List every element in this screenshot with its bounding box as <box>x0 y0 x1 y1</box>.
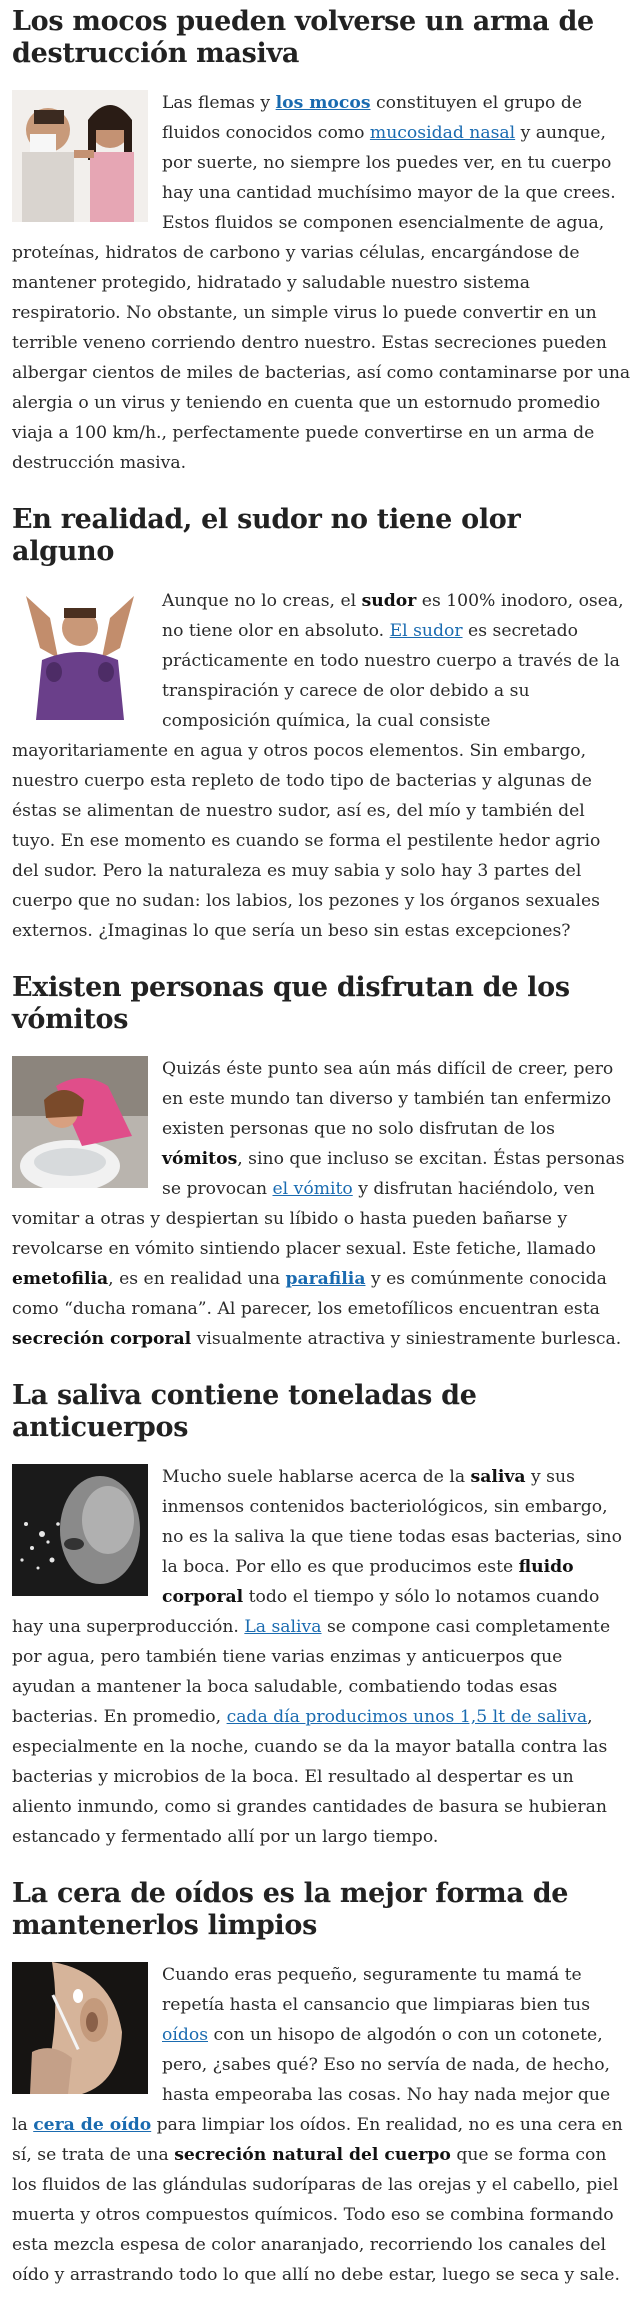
section-title: La cera de oídos es la mejor forma de mantenerlos limpios <box>12 1878 569 1941</box>
inline-link[interactable]: parafilia <box>285 1269 366 1289</box>
paragraph-text: que se forma con los fluidos de las glándulas sudoríparas de las orejas y el cabello, piel muerta y otros compuestos químicos. Todo eso se combina formando esta mezcla espesa de color anaranjado, recorriendo los canales del oído y arrastrando todo lo que allí no debe estar, luego se seca y sale. <box>12 2145 620 2285</box>
inline-link[interactable]: cada día producimos unos 1,5 lt de saliva <box>226 1707 588 1727</box>
paragraph-text: Quizás éste punto sea aún más difícil de creer, pero en este mundo tan diverso y también tan enfermizo existen personas que no solo disfrutan de los <box>162 1059 614 1139</box>
paragraph-text: , sino que incluso se excitan. Éstas personas se provocan <box>162 1149 625 1199</box>
section-title: En realidad, el sudor no tiene olor alguno <box>12 504 521 567</box>
inline-link[interactable]: El sudor <box>389 621 463 641</box>
inline-link[interactable]: los mocos <box>275 93 371 113</box>
section-cera <box>12 1878 631 2310</box>
woman-vomiting-photo <box>12 1056 148 1188</box>
paragraph-text: visualmente atractiva y siniestramente burlesca. <box>191 1329 622 1349</box>
article-body <box>0 6 643 2310</box>
paragraph-text: , es en realidad una <box>108 1269 286 1289</box>
paragraph-text: Aunque no lo creas, el <box>162 591 362 611</box>
section-title: La saliva contiene toneladas de anticuerpos <box>12 1380 477 1443</box>
bold-term: sudor <box>361 591 417 611</box>
inline-link[interactable]: cera de oído <box>33 2115 152 2135</box>
inline-link[interactable]: mucosidad nasal <box>369 123 516 143</box>
people-sneezing-photo <box>12 90 148 222</box>
paragraph-text: es secretado prácticamente en todo nuestro cuerpo a través de la transpiración y carece de olor debido a su composición química, la cual consiste mayoritariamente en agua y otros pocos elementos. Sin embargo, nuestro cuerpo esta repleto de todo tipo de bacterias y algunas de éstas se alimentan de nuestro sudor, así es, del mío y también del tuyo. En ese momento es cuando se forma el pestilente hedor agrio del sudor. Pero la naturaleza es muy sabia y solo hay 3 partes del cuerpo que no sudan: los labios, los pezones y los órganos sexuales externos. ¿Imaginas lo que sería un beso sin estas excepciones? <box>12 621 620 941</box>
sweaty-man-photo <box>12 588 148 720</box>
paragraph-text: se compone casi completamente por agua, pero también tiene varias enzimas y anticuerpos que ayudan a mantener la boca saludable, combatiendo todas esas bacterias. En promedio, <box>12 1617 611 1727</box>
inline-link[interactable]: La saliva <box>244 1617 322 1637</box>
paragraph-text: constituyen el grupo de fluidos conocidos como <box>162 93 583 143</box>
paragraph-text: es 100% inodoro, osea, no tiene olor en absoluto. <box>162 591 624 641</box>
paragraph-text: y disfrutan haciéndolo, ven vomitar a otras y despiertan su líbido o hasta pueden bañarse y revolcarse en vómito sintiendo placer sexual. Este fetiche, llamado <box>12 1179 597 1259</box>
bold-term: fluido corporal <box>162 1557 574 1607</box>
inline-link[interactable]: el vómito <box>272 1179 353 1199</box>
man-spitting-photo <box>12 1464 148 1596</box>
section-sudor <box>12 504 631 966</box>
inline-link[interactable]: oídos <box>162 2025 209 2045</box>
section-title: Existen personas que disfrutan de los vómitos <box>12 972 570 1035</box>
section-vomitos <box>12 972 631 1374</box>
paragraph-text: con un hisopo de algodón o con un cotonete, pero, ¿sabes qué? Eso no servía de nada, de hecho, hasta empeoraba las cosas. No hay nada mejor que la <box>12 2025 611 2135</box>
section-saliva <box>12 1380 631 1872</box>
cotton-swab-ear-photo <box>12 1962 148 2094</box>
paragraph-text: y sus inmensos contenidos bacteriológicos, sin embargo, no es la saliva la que tiene todas esas bacterias, sino la boca. Por ello es que producimos este <box>162 1467 622 1577</box>
paragraph-text: todo el tiempo y sólo lo notamos cuando hay una superproducción. <box>12 1587 600 1637</box>
paragraph-text: Cuando eras pequeño, seguramente tu mamá te repetía hasta el cansancio que limpiaras bien tus <box>162 1965 591 2015</box>
section-title: Los mocos pueden volverse un arma de destrucción masiva <box>12 6 594 69</box>
bold-term: vómitos <box>162 1149 238 1169</box>
bold-term: secreción natural del cuerpo <box>174 2145 451 2165</box>
paragraph-text: Mucho suele hablarse acerca de la <box>162 1467 471 1487</box>
paragraph-text: para limpiar los oídos. En realidad, no es una cera en sí, se trata de una <box>12 2115 623 2165</box>
paragraph-text: y es comúnmente conocida como “ducha romana”. Al parecer, los emetofílicos encuentran esta <box>12 1269 607 1319</box>
bold-term: saliva <box>470 1467 526 1487</box>
section-mocos <box>12 6 631 498</box>
paragraph-text: y aunque, por suerte, no siempre los puedes ver, en tu cuerpo hay una cantidad muchísimo mayor de la que crees. Estos fluidos se componen esencialmente de agua, proteínas, hidratos de carbono y varias células, encargándose de mantener protegido, hidratado y saludable nuestro sistema respiratorio. No obstante, un simple virus lo puede convertir en un terrible veneno corriendo dentro nuestro. Estas secreciones pueden albergar cientos de miles de bacterias, así como contaminarse por una alergia o un virus y teniendo en cuenta que un estornudo promedio viaja a 100 km/h., perfectamente puede convertirse en un arma de destrucción masiva. <box>12 123 631 473</box>
paragraph-text: Las flemas y <box>162 93 276 113</box>
bold-term: emetofilia <box>12 1269 109 1289</box>
bold-term: secreción corporal <box>12 1329 192 1349</box>
paragraph-text: , especialmente en la noche, cuando se da la mayor batalla contra las bacterias y microbios de la boca. El resultado al despertar es un aliento inmundo, como si grandes cantidades de basura se hubieran estancado y fermentado allí por un largo tiempo. <box>12 1707 608 1847</box>
